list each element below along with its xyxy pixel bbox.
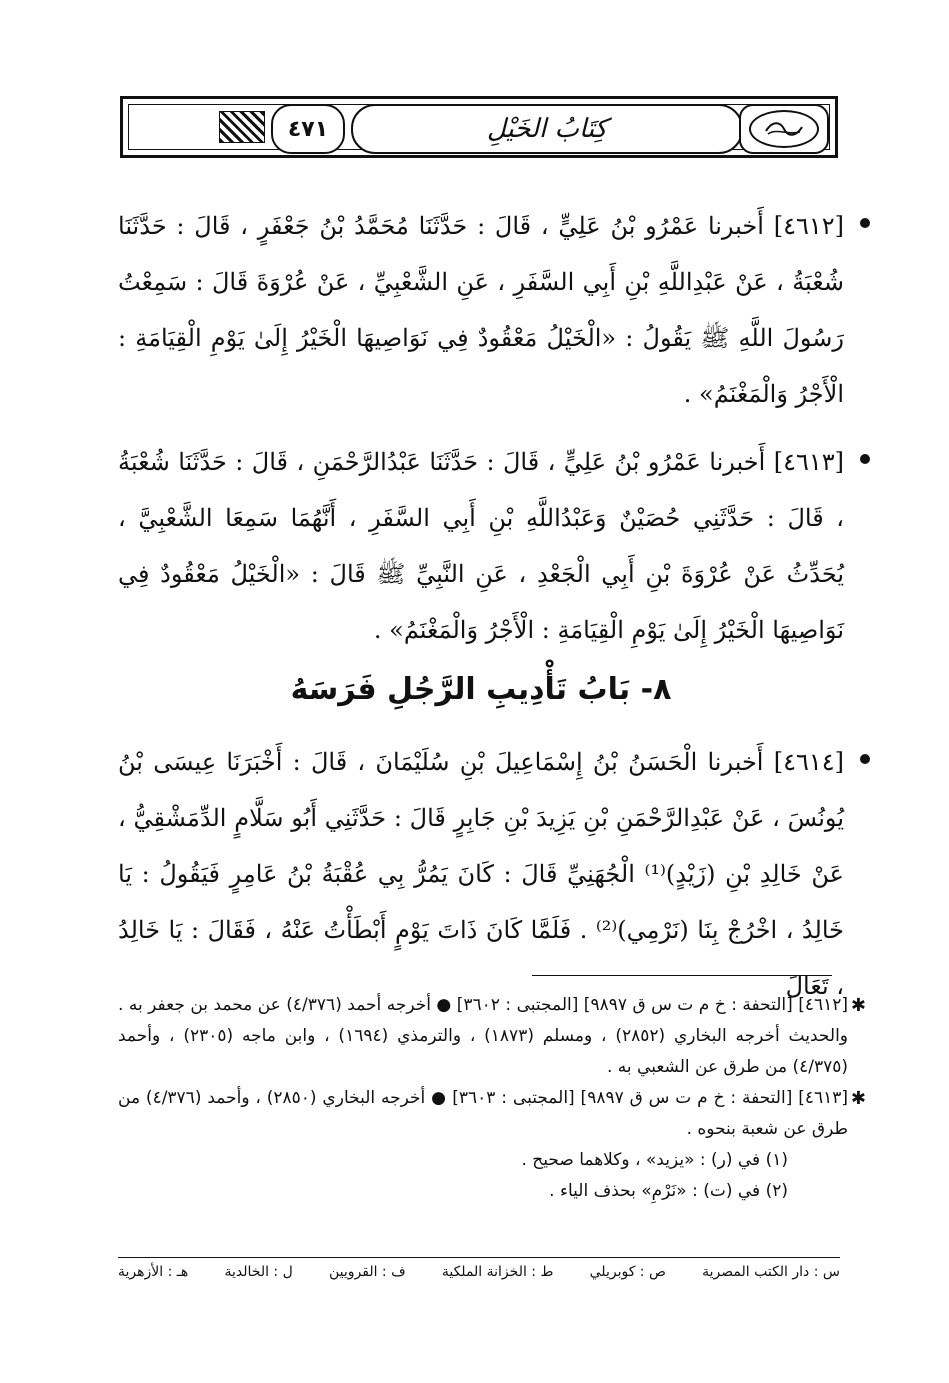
hadith-4614: [118, 734, 844, 1014]
key-separator: [118, 1257, 840, 1258]
hadith-4613: [118, 434, 844, 658]
asterisk-icon: ✱: [850, 1088, 866, 1109]
key-item: ل : الخالدية: [224, 1264, 293, 1280]
running-title: كِتَابُ الخَيْلِ: [486, 114, 608, 144]
publisher-seal-icon: [749, 110, 819, 148]
hadith-block: [118, 434, 844, 658]
hadith-4613-text: [٤٦١٣] أَخبرنا عَمْرُو بْنُ عَلِيٍّ ، قَالَ : حَدَّثَنَا عَبْدُالرَّحْمَنِ ، قَالَ : حَدَّثَنَا شُعْبَةُ ، قَالَ : حَدَّثَنِي حُصَيْنٌ وَعَبْدُاللَّهِ بْنِ أَبِي السَّفَرِ ، أَنَّهُمَا سَمِعَا الشَّعْبِيَّ ، يُحَدِّثُ عَنْ عُرْوَةَ بْنِ أَبِي الْجَعْدِ ، عَنِ النَّبِيِّ ﷺ قَالَ : «الْخَيْلُ مَعْقُودٌ فِي نَوَاصِيهَا الْخَيْرُ إِلَىٰ يَوْمِ الْقِيَامَةِ : الْأَجْرُ وَالْمَغْنَمُ» .: [118, 448, 845, 644]
footnote-4613: [118, 1083, 866, 1145]
chapter-heading: ٨- بَابُ تَأْدِيبِ الرَّجُلِ فَرَسَهُ: [290, 672, 672, 707]
bullet-icon: [860, 454, 870, 464]
manuscript-key: [118, 1264, 840, 1280]
rope-ornament-left: [219, 111, 265, 143]
footnote-separator: [532, 975, 832, 976]
asterisk-icon: ✱: [850, 995, 866, 1016]
bullet-icon: [860, 754, 870, 764]
footnote-4612-text: [٤٦١٢] [التحفة : خ م ت س ق ٩٨٩٧] [المجتبى : ٣٦٠٢] ● أخرجه أحمد (٤/٣٧٦) عن محمد بن جعفر به . والحديث أخرجه البخاري (٢٨٥٢) ، ومسلم (١٨٧٣) ، والترمذي (١٦٩٤) ، وابن ماجه (٢٣٠٥) ، وأحمد (٤/٣٧٥) من طرق عن الشعبي به .: [118, 995, 848, 1077]
key-item: ف : القرويين: [328, 1264, 406, 1280]
key-item: س : دار الكتب المصرية: [702, 1264, 840, 1280]
page-header: [120, 96, 838, 158]
footnote-4612: [118, 990, 866, 1083]
hadith-4612: [118, 198, 844, 422]
footnote-note-2: (٢) في (ت) : «نَرْمِ» بحذف الياء .: [549, 1181, 788, 1201]
footnote-note-1: (١) في (ر) : «يزيد» ، وكلاهما صحيح .: [521, 1150, 788, 1170]
key-item: ط : الخزانة الملكية: [441, 1264, 554, 1280]
page-number: ٤٧١: [287, 116, 329, 142]
hadith-4612-text: [٤٦١٢] أَخبرنا عَمْرُو بْنُ عَلِيٍّ ، قَالَ : حَدَّثَنَا مُحَمَّدُ بْنُ جَعْفَرٍ ، قَالَ : حَدَّثَنَا شُعْبَةُ ، عَنْ عَبْدِاللَّهِ بْنِ أَبِي السَّفَرِ ، عَنِ الشَّعْبِيِّ ، عَنْ عُرْوَةَ قَالَ : سَمِعْتُ رَسُولَ اللَّهِ ﷺ يَقُولُ : «الْخَيْلُ مَعْقُودٌ فِي نَوَاصِيهَا الْخَيْرُ إِلَىٰ يَوْمِ الْقِيَامَةِ : الْأَجْرُ وَالْمَغْنَمُ» .: [118, 212, 844, 408]
page-number-box: [271, 104, 345, 154]
footnotes: [118, 990, 866, 1207]
hadith-block: [118, 734, 844, 1014]
running-title-box: [351, 104, 743, 154]
hadith-block: [118, 198, 844, 422]
key-item: هـ : الأزهرية: [118, 1264, 189, 1280]
bullet-icon: [860, 218, 870, 228]
key-item: ص : كوبريلي: [589, 1264, 666, 1280]
footnote-4613-text: [٤٦١٣] [التحفة : خ م ت س ق ٩٨٩٧] [المجتبى : ٣٦٠٣] ● أخرجه البخاري (٢٨٥٠) ، وأحمد (٤/٣٧٦) من طرق عن شعبة بنحوه .: [118, 1088, 849, 1139]
publisher-seal-box: [739, 104, 829, 154]
hadith-4614-text: [٤٦١٤] أَخبرنا الْحَسَنُ بْنُ إِسْمَاعِيلَ بْنِ سُلَيْمَانَ ، قَالَ : أَخْبَرَنَا عِيسَى بْنُ يُونُسَ ، عَنْ عَبْدِالرَّحْمَنِ بْنِ يَزِيدَ بْنِ جَابِرٍ قَالَ : حَدَّثَنِي أَبُو سَلَّامٍ الدِّمَشْقِيُّ ، عَنْ خَالِدِ بْنِ (زَيْدٍ)⁽¹⁾ الْجُهَنِيِّ قَالَ : كَانَ يَمُرُّ بِي عُقْبَةُ بْنُ عَامِرٍ فَيَقُولُ : يَا خَالِدُ ، اخْرُجْ بِنَا (نَرْمِي)⁽²⁾ . فَلَمَّا كَانَ ذَاتَ يَوْمٍ أَبْطَأْتُ عَنْهُ ، فَقَالَ : يَا خَالِدُ ، تَعَالَ: [118, 748, 844, 1000]
